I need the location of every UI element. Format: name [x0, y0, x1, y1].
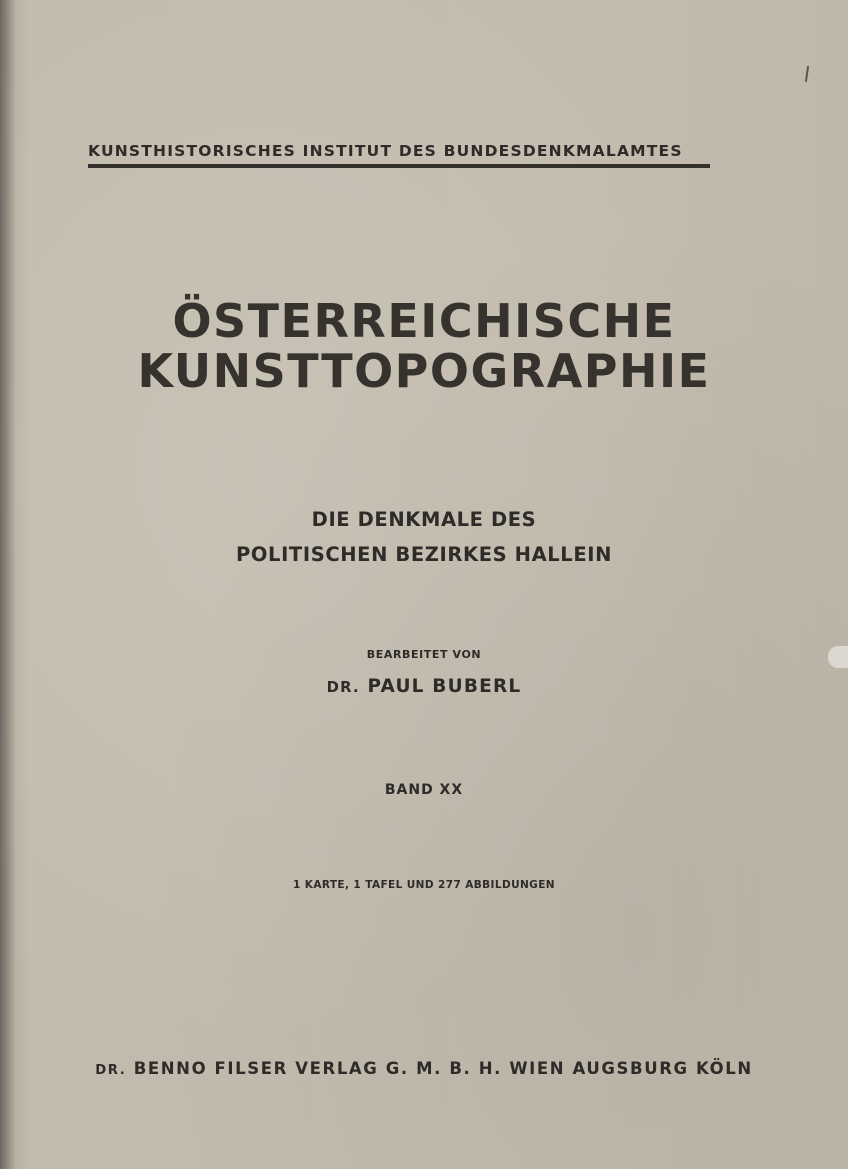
institute-heading: KUNSTHISTORISCHES INSTITUT DES BUNDESDENKMALAMTES: [88, 142, 683, 160]
publisher-line: [0, 1059, 848, 1078]
main-title: [0, 296, 848, 396]
subtitle: [0, 502, 848, 572]
pencil-mark: [805, 66, 809, 82]
subtitle-line-2: POLITISCHEN BEZIRKES HALLEIN: [235, 543, 613, 566]
author-name: PAUL BUBERL: [367, 676, 522, 697]
publisher-name: BENNO FILSER VERLAG G. M. B. H. WIEN AUGSBURG KÖLN: [133, 1059, 753, 1078]
illustrations-note: 1 KARTE, 1 TAFEL UND 277 ABBILDUNGEN: [293, 879, 555, 891]
publisher-prefix: DR.: [95, 1063, 127, 1078]
main-title-line-2: KUNSTTOPOGRAPHIE: [137, 344, 711, 398]
author-line: [0, 676, 848, 697]
spine-shadow: [0, 0, 16, 1169]
main-title-line-1: ÖSTERREICHISCHE: [172, 294, 676, 348]
heading-rule: [88, 164, 710, 168]
subtitle-line-1: DIE DENKMALE DES: [311, 508, 537, 531]
volume-number: BAND XX: [384, 782, 464, 798]
edited-by-label: BEARBEITET VON: [366, 648, 482, 661]
author-prefix: DR.: [326, 679, 360, 696]
